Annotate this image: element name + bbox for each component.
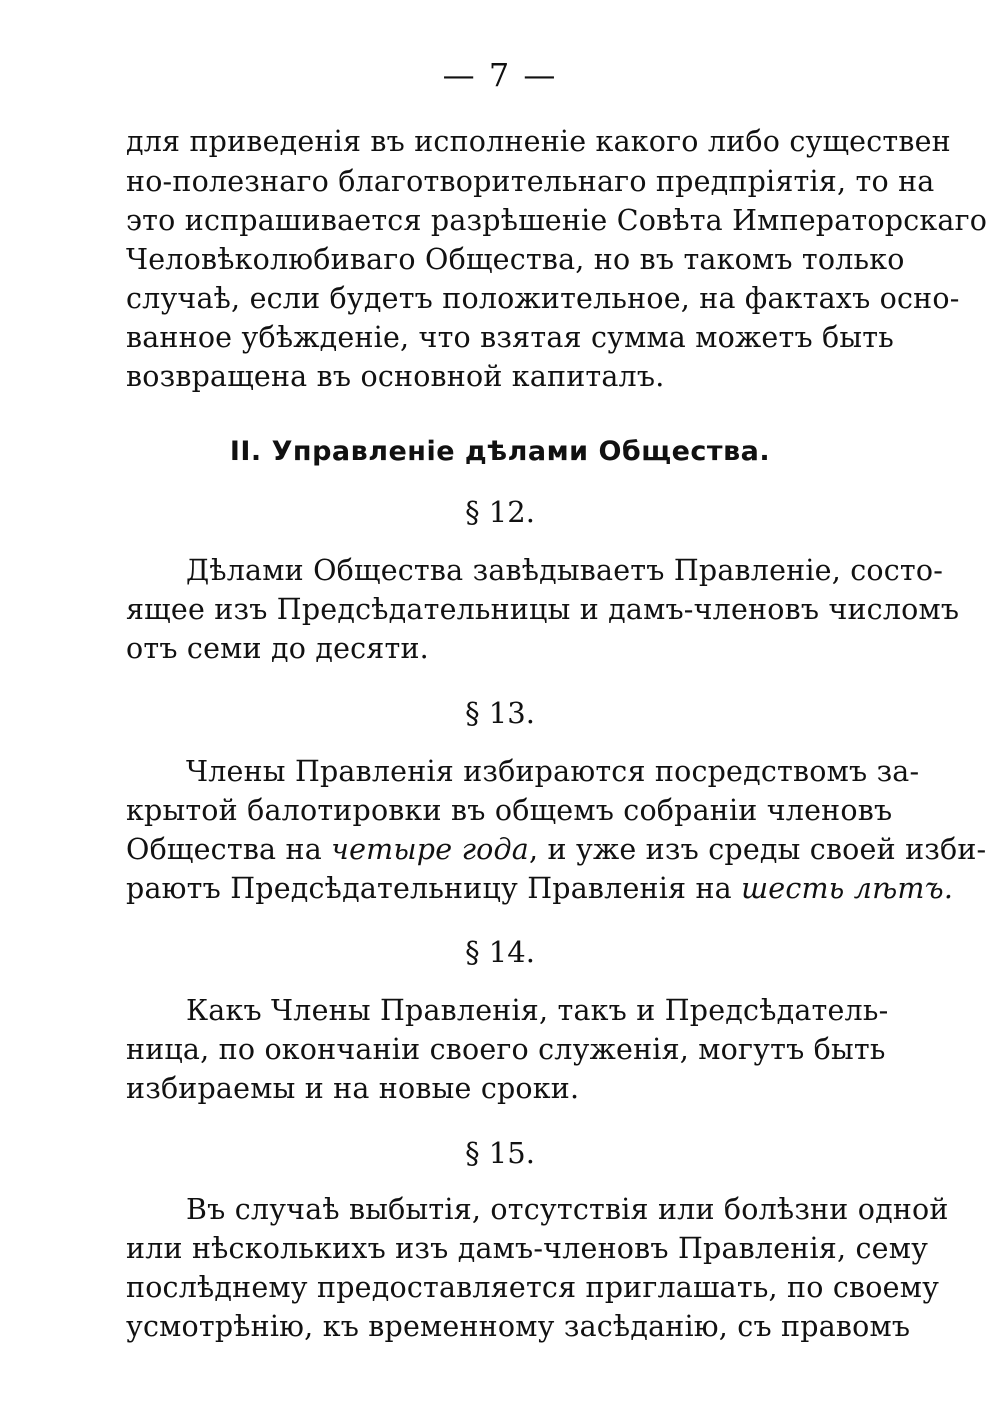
paragraph-line: ница, по окончаніи своего служенія, могутъ быть xyxy=(126,1033,886,1066)
paragraph-line xyxy=(126,830,987,870)
paragraph-line: избираемы и на новые сроки. xyxy=(126,1072,580,1105)
paragraph-line: усмотрѣнію, къ временному засѣданію, съ правомъ xyxy=(126,1310,911,1343)
section-number: § 14. xyxy=(465,935,535,969)
paragraph-line xyxy=(126,869,954,909)
paragraph-line: ящее изъ Предсѣдательницы и дамъ-членовъ числомъ xyxy=(126,593,960,626)
paragraph-line: Члены Правленія избираются посредствомъ за- xyxy=(186,755,920,788)
paragraph-line: но-полезнаго благотворительнаго предпріятія, то на xyxy=(126,165,935,198)
text-run: раютъ Предсѣдательницу Правленія на xyxy=(126,872,742,905)
paragraph-line: это испрашивается разрѣшеніе Совѣта Императорскаго xyxy=(126,204,988,237)
italic-text: четыре года xyxy=(331,833,529,866)
paragraph-line: крытой балотировки въ общемъ собраніи членовъ xyxy=(126,794,893,827)
chapter-heading: II. Управленіе дѣлами Общества. xyxy=(229,436,771,467)
paragraph-line: ванное убѣжденіе, что взятая сумма можетъ быть xyxy=(126,321,894,354)
paragraph-line: Въ случаѣ выбытія, отсутствія или болѣзни одной xyxy=(186,1193,949,1226)
text-run: , и уже изъ среды своей изби- xyxy=(529,833,987,866)
italic-text: шесть лѣтъ. xyxy=(741,872,954,905)
paragraph-line: возвращена въ основной капиталъ. xyxy=(126,360,665,393)
section-number: § 15. xyxy=(465,1136,535,1170)
text-run: Общества на xyxy=(126,833,332,866)
paragraph-line: Человѣколюбиваго Общества, но въ такомъ только xyxy=(126,243,905,276)
section-number: § 12. xyxy=(465,495,535,529)
paragraph-line: Дѣлами Общества завѣдываетъ Правленіе, состо- xyxy=(186,554,944,587)
paragraph-line: или нѣсколькихъ изъ дамъ-членовъ Правленія, сему xyxy=(126,1232,929,1265)
paragraph-line: отъ семи до десяти. xyxy=(126,632,429,665)
paragraph-line: послѣднему предоставляется приглашать, по своему xyxy=(126,1271,940,1304)
paragraph-line: Какъ Члены Правленія, такъ и Предсѣдатель- xyxy=(186,994,889,1027)
paragraph-line: для приведенія въ исполненіе какого либо существен xyxy=(126,125,951,158)
page-number: — 7 — xyxy=(442,56,558,94)
section-number: § 13. xyxy=(465,696,535,730)
paragraph-line: случаѣ, если будетъ положительное, на фактахъ осно- xyxy=(126,282,960,315)
